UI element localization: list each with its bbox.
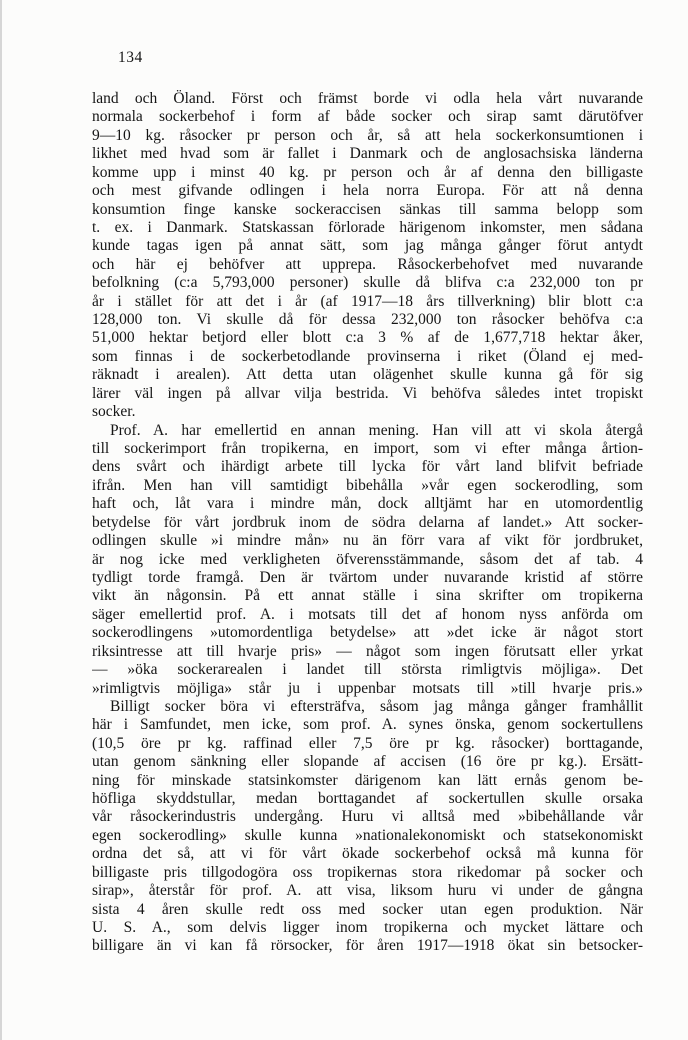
text-line: likhet med hvad som är fallet i Danmark och de anglosachsiska länderna bbox=[92, 145, 643, 163]
paragraph-3 bbox=[92, 698, 643, 956]
text-line: höfliga skyddstullar, medan borttagandet af sockertullen skulle orsaka bbox=[92, 790, 643, 808]
text-line: riksintresse att till hvarje pris» — något som ingen förutsatt eller yrkat bbox=[92, 642, 643, 660]
text-line: ifrån. Men han vill samtidigt bibehålla »vår egen sockerodling, som bbox=[92, 476, 643, 494]
text-line: utan genom sänkning eller slopande af accisen (16 öre pr kg.). Ersätt- bbox=[92, 753, 643, 771]
text-line: — »öka sockerarealen i landet till största rimligtvis möjliga». Det bbox=[92, 661, 643, 679]
text-line: sockerodlingens »utomordentliga betydelse» att »det icke är något stort bbox=[92, 624, 643, 642]
text-line: t. ex. i Danmark. Statskassan förlorade härigenom inkomster, men sådana bbox=[92, 218, 643, 236]
text-line: land och Öland. Först och främst borde vi odla hela vårt nuvarande bbox=[92, 90, 643, 107]
text-line: här i Samfundet, men icke, som prof. A. synes önska, genom sockertullens bbox=[92, 716, 643, 734]
text-line: dens svårt och ihärdigt arbete till lycka för vårt land blifvit befriade bbox=[92, 458, 643, 476]
text-line: haft och, låt vara i mindre mån, dock alltjämt har en utomordentlig bbox=[92, 495, 643, 513]
paragraph-2 bbox=[92, 422, 643, 698]
text-line: är nog icke med verkligheten öfverensstämmande, såsom det af tab. 4 bbox=[92, 550, 643, 568]
text-line: befolkning (c:a 5,793,000 personer) skulle då blifva c:a 232,000 ton pr bbox=[92, 274, 643, 292]
text-line: 128,000 ton. Vi skulle då för dessa 232,000 ton råsocker behöfva c:a bbox=[92, 311, 643, 329]
text-line: vikt än någonsin. På ett annat ställe i sina skrifter om tropikerna bbox=[92, 587, 643, 605]
text-line: »rimligtvis möjliga» står ju i uppenbar motsats till »till hvarje pris.» bbox=[92, 679, 643, 697]
text-line: tydligt torde framgå. Den är tvärtom under nuvarande kristid af större bbox=[92, 568, 643, 586]
text-line: Prof. A. har emellertid en annan mening. Han vill att vi skola återgå bbox=[110, 421, 643, 439]
text-line: år i stället för att det i år (af 1917—18 års tillverkning) blir blott c:a bbox=[92, 292, 643, 310]
text-line: Billigt socker böra vi eftersträfva, såsom jag många gånger framhållit bbox=[110, 697, 643, 715]
text-line: komme upp i minst 40 kg. pr person och år af denna den billigaste bbox=[92, 163, 643, 181]
text-line: och mest gifvande odlingen i hela norra Europa. För att nå denna bbox=[92, 182, 643, 200]
text-line: normala sockerbehof i form af både socker och sirap samt därutöfver bbox=[92, 108, 643, 126]
text-line: billigaste pris tillgodogöra oss tropikernas stora rikedomar på socker och bbox=[92, 863, 643, 881]
text-line: sista 4 åren skulle redt oss med socker utan egen produktion. När bbox=[92, 900, 643, 918]
text-line: till sockerimport från tropikerna, en import, som vi efter många årtion- bbox=[92, 440, 643, 458]
text-line: socker. bbox=[92, 403, 136, 421]
text-line: lärer väl ingen på allvar vilja bestrida. Vi behöfva således intet tropiskt bbox=[92, 384, 643, 402]
text-line: ning för minskade statsinkomster därigenom kan lätt ernås genom be- bbox=[92, 771, 643, 789]
text-line: sirap», återstår för prof. A. att visa, liksom huru vi under de gångna bbox=[92, 882, 643, 900]
text-line: vår råsockerindustris undergång. Huru vi alltså med »bibehållande vår bbox=[92, 808, 643, 826]
text-line: (10,5 öre pr kg. raffinad eller 7,5 öre pr kg. råsocker) borttagande, bbox=[92, 734, 643, 752]
text-line: kunde tagas igen på annat sätt, som jag många gånger förut antydt bbox=[92, 237, 643, 255]
text-line: konsumtion finge kanske sockeraccisen sänkas till samma belopp som bbox=[92, 200, 643, 218]
paragraph-1 bbox=[92, 90, 643, 422]
text-line: säger emellertid prof. A. i motsats till det af honom nyss anförda om bbox=[92, 605, 643, 623]
text-line: 51,000 hektar betjord eller blott c:a 3 % af de 1,677,718 hektar åker, bbox=[92, 329, 643, 347]
text-line: ordna det så, att vi för vårt ökade sockerbehof också må kunna för bbox=[92, 845, 643, 863]
text-line: egen sockerodling» skulle kunna »nationalekonomiskt och statsekonomiskt bbox=[92, 826, 643, 844]
text-line: som finnas i de sockerbetodlande provinserna i riket (Öland ej med- bbox=[92, 347, 643, 365]
text-line: betydelse för vårt jordbruk inom de södra delarna af landet.» Att socker- bbox=[92, 513, 643, 531]
text-line: odlingen skulle »i mindre mån» nu än förr vara af vikt för jordbruket, bbox=[92, 532, 643, 550]
text-line: U. S. A., som delvis ligger inom tropikerna och mycket lättare och bbox=[92, 918, 643, 936]
text-line: billigare än vi kan få rörsocker, för åren 1917—1918 ökat sin betsocker- bbox=[92, 937, 643, 955]
text-line: räknadt i arealen). Att detta utan olägenhet skulle kunna gå för sig bbox=[92, 366, 643, 384]
text-line: och här ej behöfver att upprepa. Råsockerbehofvet med nuvarande bbox=[92, 255, 643, 273]
page-number: 134 bbox=[118, 49, 143, 66]
body-text bbox=[92, 90, 643, 956]
text-line: 9—10 kg. råsocker pr person och år, så att hela sockerkonsumtionen i bbox=[92, 126, 643, 144]
